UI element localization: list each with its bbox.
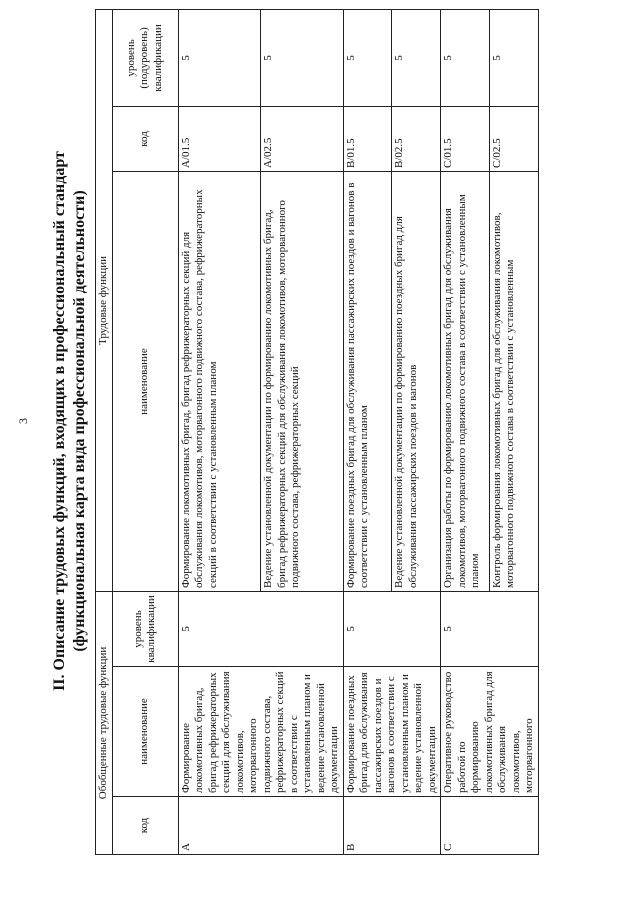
page-title: [50, 0, 90, 861]
row-c-code: C: [441, 797, 539, 855]
row-b-code: B: [343, 797, 441, 855]
header-function-level: уровень (подуровень) квалификации: [112, 9, 178, 106]
row-a-code: A: [178, 797, 343, 855]
function-b2-name: Ведение установленной документации по формированию поездных бригад для обслуживания пассажирских поездов и вагонов: [392, 171, 441, 591]
function-a2-name: Ведение установленной документации по формированию локомотивных бригад, бригад рефрижераторных секций для обслуживания локомотивов, моторвагонного подвижного состава, рефрижераторных секций: [261, 171, 344, 591]
title-line-1: II. Описание трудовых функций, входящих в профессиональный стандарт: [51, 151, 68, 691]
table-row: [441, 9, 490, 854]
header-function-name: наименование: [112, 171, 178, 591]
function-b1-level: 5: [343, 9, 392, 106]
title-line-2: (функциональная карта вида профессиональной деятельности): [71, 190, 88, 652]
function-a1-code: A/01.5: [178, 106, 261, 171]
function-a1-name: Формирование локомотивных бригад, бригад рефрижераторных секций для обслуживания локомотивов, моторвагонного подвижного состава, рефрижераторных секций в соответствии с установленным планом: [178, 171, 261, 591]
table-row: [343, 9, 392, 854]
page-number: 3: [16, 418, 30, 424]
function-a2-code: A/02.5: [261, 106, 344, 171]
function-b2-level: 5: [392, 9, 441, 106]
header-function-code: код: [112, 106, 178, 171]
function-c2-code: C/02.5: [489, 106, 538, 171]
row-b-name: Формирование поездных бригад для обслуживания пассажирских поездов и вагонов в соответствии с установленным планом и ведение установленной документации: [343, 667, 441, 797]
function-c1-code: C/01.5: [441, 106, 490, 171]
row-a-name: Формирование локомотивных бригад, бригад рефрижераторных секций для обслуживания локомотивов, моторвагонного подвижного состава, рефрижераторных секций в соответствии с установленным планом и ведение установленной документации: [178, 667, 343, 797]
row-b-level: 5: [343, 591, 441, 666]
function-c1-name: Организация работы по формированию локомотивных бригад для обслуживания локомотивов, моторвагонного подвижного состава в соответствии с установленным планом: [441, 171, 490, 591]
functional-map-table: [95, 9, 539, 855]
function-a2-level: 5: [261, 9, 344, 106]
header-name: наименование: [112, 667, 178, 797]
row-c-level: 5: [441, 591, 539, 666]
function-c2-name: Контроль формирования локомотивных бригад для обслуживания локомотивов, моторвагонного подвижного состава в соответствии с установленным: [489, 171, 538, 591]
header-code: код: [112, 797, 178, 855]
function-c2-level: 5: [489, 9, 538, 106]
function-a1-level: 5: [178, 9, 261, 106]
function-b2-code: B/02.5: [392, 106, 441, 171]
header-labor-functions: Трудовые функции: [96, 9, 113, 591]
function-b1-name: Формирование поездных бригад для обслуживания пассажирских поездов и вагонов в соответствии с установленным планом: [343, 171, 392, 591]
header-qualification-level: уровень квалификации: [112, 591, 178, 666]
header-generalized-functions: Обобщенные трудовые функции: [96, 591, 113, 854]
row-a-level: 5: [178, 591, 343, 666]
function-c1-level: 5: [441, 9, 490, 106]
table-row: [178, 9, 261, 854]
function-b1-code: B/01.5: [343, 106, 392, 171]
row-c-name: Оперативное руководство работой по формированию локомотивных бригад для обслуживания локомотивов, моторвагонного: [441, 667, 539, 797]
